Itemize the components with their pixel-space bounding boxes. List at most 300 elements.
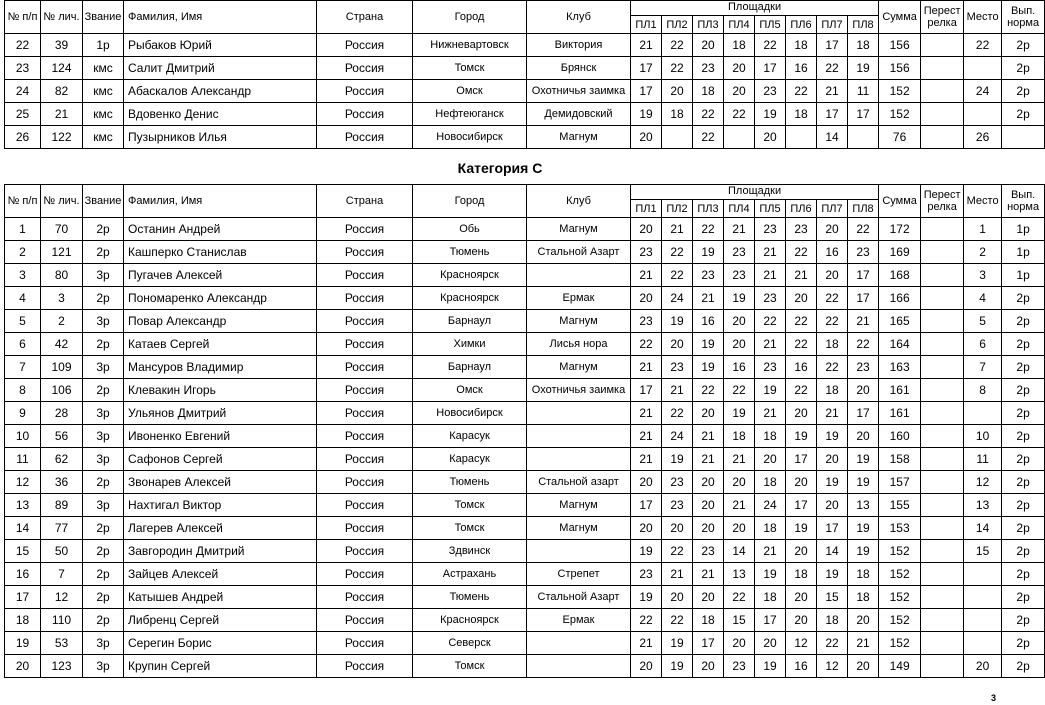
cell-norm: 2р [1002,103,1045,126]
cell-area-1: 21 [631,34,662,57]
table-row [5,80,1045,103]
cell-city: Нижневартовск [413,34,527,57]
cell-club: Стальной Азарт [527,586,631,609]
cell-num: 5 [5,310,41,333]
cell-name: Мансуров Владимир [124,356,317,379]
cell-area-4: 22 [724,379,755,402]
cell-area-2: 20 [662,517,693,540]
cell-name: Катышев Андрей [124,586,317,609]
cell-area-5: 18 [755,517,786,540]
cell-country: Россия [317,425,413,448]
table-row [5,609,1045,632]
cell-club: Стальной азарт [527,471,631,494]
cell-sum: 161 [879,379,921,402]
results-table-upper [4,0,1045,149]
cell-area-1: 20 [631,126,662,149]
cell-norm: 1р [1002,264,1045,287]
cell-area-5: 21 [755,241,786,264]
cell-rank: 2р [83,218,124,241]
cell-rank: 3р [83,494,124,517]
cell-area-8: 20 [848,655,879,678]
cell-num: 14 [5,517,41,540]
cell-area-6: 16 [786,57,817,80]
cell-lic: 121 [41,241,83,264]
col-club-header: Клуб [527,1,631,34]
cell-name: Абаскалов Александр [124,80,317,103]
cell-area-7: 22 [817,287,848,310]
cell-num: 8 [5,379,41,402]
cell-place: 14 [964,517,1002,540]
cell-area-5: 21 [755,264,786,287]
cell-area-8: 20 [848,609,879,632]
cell-area-6: 20 [786,402,817,425]
cell-num: 3 [5,264,41,287]
cell-area-1: 17 [631,57,662,80]
cell-area-8: 23 [848,241,879,264]
cell-name: Вдовенко Денис [124,103,317,126]
cell-area-3: 21 [693,425,724,448]
cell-area-6: 20 [786,471,817,494]
cell-name: Звонарев Алексей [124,471,317,494]
cell-area-7: 17 [817,517,848,540]
cell-area-7: 18 [817,609,848,632]
cell-area-8: 17 [848,402,879,425]
cell-reshoot [921,517,964,540]
cell-area-1: 21 [631,448,662,471]
cell-area-8 [848,126,879,149]
cell-rank: 3р [83,310,124,333]
cell-reshoot [921,333,964,356]
cell-country: Россия [317,494,413,517]
cell-rank: 2р [83,241,124,264]
cell-club: Лисья нора [527,333,631,356]
cell-area-2: 22 [662,34,693,57]
cell-area-7: 19 [817,563,848,586]
table-row [5,310,1045,333]
cell-num: 13 [5,494,41,517]
cell-area-4: 20 [724,80,755,103]
col-city-header: Город [413,185,527,218]
cell-sum: 172 [879,218,921,241]
cell-country: Россия [317,333,413,356]
cell-reshoot [921,310,964,333]
table-row [5,379,1045,402]
cell-place: 24 [964,80,1002,103]
cell-reshoot [921,103,964,126]
table-row [5,563,1045,586]
col-num-header: № п/п [5,1,41,34]
cell-club: Магнум [527,218,631,241]
cell-area-5: 19 [755,103,786,126]
table-row [5,402,1045,425]
col-norm-header: Вып. норма [1002,1,1045,34]
cell-city: Красноярск [413,609,527,632]
cell-lic: 80 [41,264,83,287]
table-row [5,57,1045,80]
col-area-3-header: ПЛ3 [693,16,724,34]
cell-country: Россия [317,103,413,126]
cell-place: 10 [964,425,1002,448]
cell-lic: 42 [41,333,83,356]
cell-club [527,655,631,678]
cell-rank: 3р [83,632,124,655]
col-country-header: Страна [317,1,413,34]
cell-area-3: 21 [693,563,724,586]
cell-area-7: 14 [817,126,848,149]
cell-name: Салит Дмитрий [124,57,317,80]
cell-country: Россия [317,517,413,540]
cell-area-5: 20 [755,126,786,149]
cell-sum: 152 [879,586,921,609]
cell-area-5: 19 [755,563,786,586]
cell-reshoot [921,264,964,287]
table-header [5,1,1045,34]
cell-area-8: 18 [848,586,879,609]
cell-city: Омск [413,379,527,402]
cell-num: 23 [5,57,41,80]
cell-name: Пономаренко Александр [124,287,317,310]
cell-area-6: 22 [786,241,817,264]
cell-area-8: 17 [848,103,879,126]
cell-lic: 62 [41,448,83,471]
cell-name: Завгородин Дмитрий [124,540,317,563]
results-table-category-c [4,184,1045,678]
cell-norm: 2р [1002,586,1045,609]
cell-area-7: 20 [817,494,848,517]
cell-area-2 [662,126,693,149]
cell-norm: 2р [1002,287,1045,310]
cell-sum: 166 [879,287,921,310]
col-area-5-header: ПЛ5 [755,200,786,218]
cell-norm: 2р [1002,448,1045,471]
cell-num: 9 [5,402,41,425]
cell-area-2: 23 [662,356,693,379]
table-row [5,448,1045,471]
col-area-8-header: ПЛ8 [848,200,879,218]
cell-area-3: 19 [693,333,724,356]
col-area-5-header: ПЛ5 [755,16,786,34]
cell-rank: 2р [83,287,124,310]
cell-place: 26 [964,126,1002,149]
cell-norm: 2р [1002,333,1045,356]
cell-name: Пугачев Алексей [124,264,317,287]
cell-area-3: 20 [693,34,724,57]
cell-place: 1 [964,218,1002,241]
cell-area-7: 21 [817,80,848,103]
cell-norm: 1р [1002,241,1045,264]
cell-city: Томск [413,517,527,540]
table-row [5,655,1045,678]
cell-num: 6 [5,333,41,356]
cell-place: 12 [964,471,1002,494]
cell-area-7: 20 [817,264,848,287]
cell-club: Стальной Азарт [527,241,631,264]
cell-area-1: 20 [631,287,662,310]
cell-area-6: 16 [786,356,817,379]
cell-num: 25 [5,103,41,126]
cell-city: Томск [413,494,527,517]
cell-area-1: 17 [631,494,662,517]
cell-area-8: 23 [848,356,879,379]
cell-rank: кмс [83,126,124,149]
cell-area-4: 19 [724,402,755,425]
cell-place: 20 [964,655,1002,678]
cell-reshoot [921,471,964,494]
page-number: 3 [990,693,996,703]
table-row [5,494,1045,517]
cell-area-3: 21 [693,448,724,471]
cell-area-7: 16 [817,241,848,264]
cell-rank: 2р [83,586,124,609]
cell-area-7: 15 [817,586,848,609]
cell-norm: 2р [1002,494,1045,517]
cell-area-2: 21 [662,379,693,402]
table-row [5,103,1045,126]
cell-place [964,632,1002,655]
cell-area-1: 17 [631,379,662,402]
col-area-4-header: ПЛ4 [724,200,755,218]
cell-city: Нефтеюганск [413,103,527,126]
cell-area-8: 19 [848,517,879,540]
cell-city: Химки [413,333,527,356]
cell-rank: 2р [83,517,124,540]
cell-area-5: 23 [755,287,786,310]
cell-place [964,402,1002,425]
cell-sum: 164 [879,333,921,356]
cell-area-8: 22 [848,333,879,356]
cell-country: Россия [317,655,413,678]
cell-lic: 39 [41,34,83,57]
cell-area-7: 20 [817,218,848,241]
cell-city: Омск [413,80,527,103]
cell-area-4: 23 [724,655,755,678]
cell-name: Ульянов Дмитрий [124,402,317,425]
cell-area-1: 17 [631,80,662,103]
cell-club [527,632,631,655]
cell-area-1: 21 [631,264,662,287]
cell-area-3: 17 [693,632,724,655]
cell-area-3: 16 [693,310,724,333]
cell-norm [1002,126,1045,149]
cell-country: Россия [317,80,413,103]
cell-area-2: 22 [662,264,693,287]
cell-lic: 77 [41,517,83,540]
cell-name: Зайцев Алексей [124,563,317,586]
cell-area-5: 20 [755,632,786,655]
cell-reshoot [921,287,964,310]
cell-area-8: 20 [848,425,879,448]
cell-area-5: 18 [755,586,786,609]
cell-rank: 3р [83,655,124,678]
cell-area-4: 20 [724,333,755,356]
cell-city: Тюмень [413,586,527,609]
cell-area-3: 23 [693,264,724,287]
cell-place [964,103,1002,126]
cell-reshoot [921,609,964,632]
cell-area-6: 16 [786,655,817,678]
cell-name: Пузырников Илья [124,126,317,149]
cell-sum: 163 [879,356,921,379]
cell-reshoot [921,379,964,402]
cell-area-6: 18 [786,103,817,126]
cell-rank: 3р [83,425,124,448]
cell-lic: 7 [41,563,83,586]
cell-place [964,563,1002,586]
col-city-header: Город [413,1,527,34]
cell-country: Россия [317,264,413,287]
cell-norm: 2р [1002,310,1045,333]
cell-area-4: 19 [724,287,755,310]
cell-club: Ермак [527,287,631,310]
cell-place: 8 [964,379,1002,402]
cell-area-1: 23 [631,563,662,586]
cell-city: Тюмень [413,471,527,494]
cell-area-5: 20 [755,448,786,471]
cell-area-3: 23 [693,57,724,80]
cell-area-3: 20 [693,471,724,494]
cell-sum: 165 [879,310,921,333]
cell-club [527,264,631,287]
cell-lic: 123 [41,655,83,678]
cell-area-7: 14 [817,540,848,563]
cell-rank: 2р [83,379,124,402]
cell-sum: 156 [879,57,921,80]
col-place-header: Место [964,185,1002,218]
cell-club: Стрепет [527,563,631,586]
cell-area-6 [786,126,817,149]
cell-club [527,448,631,471]
cell-reshoot [921,356,964,379]
table-row [5,586,1045,609]
table-row [5,241,1045,264]
cell-area-1: 19 [631,586,662,609]
cell-area-6: 20 [786,287,817,310]
cell-area-8: 20 [848,379,879,402]
cell-area-2: 21 [662,563,693,586]
cell-area-6: 19 [786,425,817,448]
cell-area-5: 18 [755,471,786,494]
col-rank-header: Звание [83,1,124,34]
cell-area-1: 21 [631,632,662,655]
cell-name: Рыбаков Юрий [124,34,317,57]
cell-reshoot [921,655,964,678]
cell-place: 3 [964,264,1002,287]
cell-area-1: 23 [631,241,662,264]
cell-area-7: 19 [817,425,848,448]
cell-sum: 152 [879,103,921,126]
cell-area-8: 21 [848,310,879,333]
cell-city: Карасук [413,448,527,471]
cell-club: Виктория [527,34,631,57]
cell-reshoot [921,540,964,563]
cell-reshoot [921,241,964,264]
cell-rank: 3р [83,402,124,425]
cell-club: Магнум [527,126,631,149]
cell-name: Повар Александр [124,310,317,333]
cell-norm: 2р [1002,34,1045,57]
cell-area-8: 19 [848,448,879,471]
cell-reshoot [921,57,964,80]
cell-lic: 82 [41,80,83,103]
cell-area-1: 20 [631,471,662,494]
cell-area-2: 19 [662,310,693,333]
cell-num: 10 [5,425,41,448]
cell-lic: 53 [41,632,83,655]
cell-club: Ермак [527,609,631,632]
cell-country: Россия [317,632,413,655]
cell-area-7: 12 [817,655,848,678]
cell-area-7: 22 [817,356,848,379]
table-row [5,333,1045,356]
col-areas-header: Площадки [631,185,879,200]
cell-area-5: 19 [755,379,786,402]
cell-area-2: 22 [662,402,693,425]
cell-country: Россия [317,402,413,425]
cell-country: Россия [317,540,413,563]
cell-rank: кмс [83,57,124,80]
cell-city: Северск [413,632,527,655]
cell-lic: 70 [41,218,83,241]
cell-name: Катаев Сергей [124,333,317,356]
cell-city: Томск [413,655,527,678]
cell-lic: 56 [41,425,83,448]
cell-area-4: 20 [724,310,755,333]
cell-area-4: 23 [724,241,755,264]
cell-norm: 2р [1002,356,1045,379]
cell-area-8: 21 [848,632,879,655]
cell-sum: 152 [879,563,921,586]
cell-area-5: 22 [755,310,786,333]
cell-area-7: 17 [817,103,848,126]
cell-country: Россия [317,310,413,333]
col-rank-header: Звание [83,185,124,218]
col-area-6-header: ПЛ6 [786,200,817,218]
cell-area-1: 21 [631,425,662,448]
cell-area-4: 21 [724,218,755,241]
cell-area-8: 19 [848,540,879,563]
category-title: Категория С [457,160,543,176]
table-row [5,287,1045,310]
cell-area-5: 21 [755,333,786,356]
cell-reshoot [921,425,964,448]
col-reshoot-header: Перест релка [921,1,964,34]
cell-area-8: 13 [848,494,879,517]
cell-reshoot [921,126,964,149]
cell-num: 24 [5,80,41,103]
cell-area-5: 17 [755,609,786,632]
cell-sum: 158 [879,448,921,471]
cell-area-7: 20 [817,448,848,471]
cell-area-5: 23 [755,356,786,379]
cell-reshoot [921,402,964,425]
cell-lic: 89 [41,494,83,517]
cell-num: 11 [5,448,41,471]
cell-area-4 [724,126,755,149]
cell-num: 22 [5,34,41,57]
cell-country: Россия [317,287,413,310]
col-area-1-header: ПЛ1 [631,16,662,34]
cell-city: Красноярск [413,287,527,310]
cell-rank: кмс [83,80,124,103]
cell-lic: 110 [41,609,83,632]
cell-area-7: 17 [817,34,848,57]
cell-area-4: 20 [724,471,755,494]
cell-club: Магнум [527,494,631,517]
cell-area-2: 24 [662,287,693,310]
cell-area-2: 24 [662,425,693,448]
col-name-header: Фамилия, Имя [124,1,317,34]
cell-club: Магнум [527,517,631,540]
